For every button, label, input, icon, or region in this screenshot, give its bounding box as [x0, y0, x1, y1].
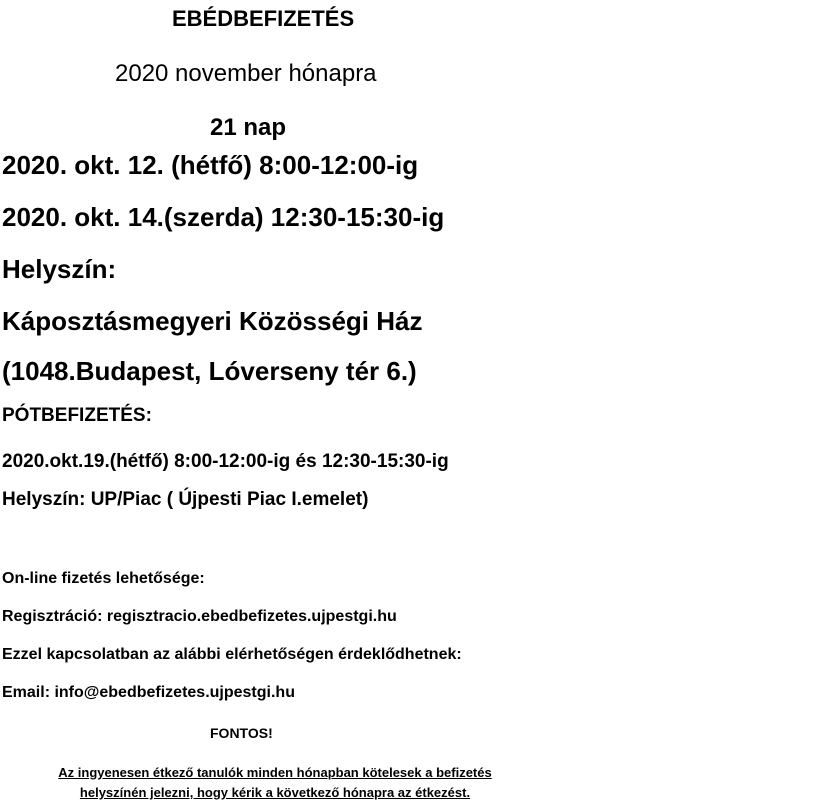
extra-payment-date: 2020.okt.19.(hétfő) 8:00-12:00-ig és 12:30-15:30-ig: [2, 451, 449, 472]
days-count: 21 nap: [210, 114, 287, 141]
page-subtitle: 2020 november hónapra: [115, 60, 377, 87]
extra-payment-title: PÓTBEFIZETÉS:: [2, 405, 152, 426]
registration-text: Regisztráció: regisztracio.ebedbefizetes.ujpestgi.hu: [2, 608, 397, 625]
contact-email: Email: info@ebedbefizetes.ujpestgi.hu: [2, 684, 295, 701]
payment-date-2: 2020. okt. 14.(szerda) 12:30-15:30-ig: [2, 202, 445, 232]
notice-paragraph: [20, 763, 530, 803]
notice-line: Az ingyenesen étkező tanulók minden hónapban kötelesek a befizetés: [58, 765, 492, 780]
location-address: (1048.Budapest, Lóverseny tér 6.): [2, 356, 417, 386]
important-heading: FONTOS!: [210, 725, 273, 741]
contact-intro: Ezzel kapcsolatban az alábbi elérhetőségen érdeklődhetnek:: [2, 646, 462, 663]
location-label: Helyszín:: [2, 254, 117, 284]
location-name: Káposztásmegyeri Közösségi Ház: [2, 306, 423, 336]
notice-line: helyszínén jelezni, hogy kérik a következő hónapra az étkezést.: [79, 785, 471, 800]
online-payment-label: On-line fizetés lehetősége:: [2, 570, 205, 587]
payment-date-1: 2020. okt. 12. (hétfő) 8:00-12:00-ig: [2, 150, 419, 180]
extra-payment-location: Helyszín: UP/Piac ( Újpesti Piac I.emelet): [2, 489, 369, 510]
page-title: EBÉDBEFIZETÉS: [172, 6, 355, 31]
